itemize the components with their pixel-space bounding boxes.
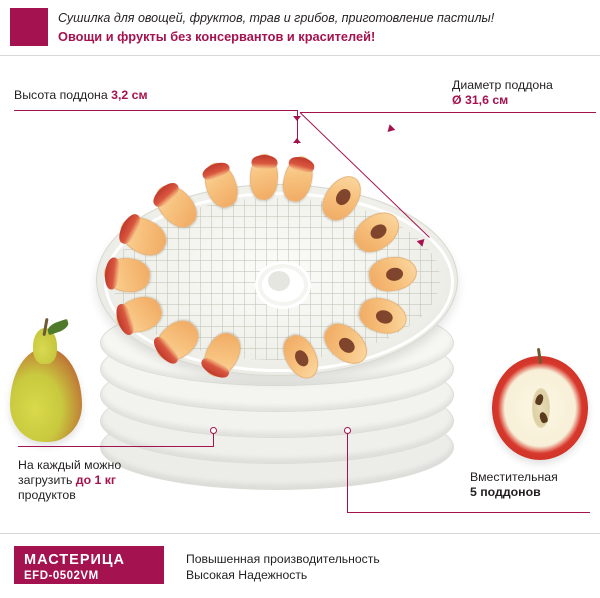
callout-load-line2: загрузить — [18, 473, 73, 487]
callout-load-line1: На каждый можно — [18, 458, 122, 472]
leader-line-tray-count — [347, 512, 590, 513]
header-tagline: Сушилка для овощей, фруктов, трав и грибов, приготовление пастилы! — [58, 11, 495, 25]
leader-dot — [210, 427, 217, 434]
callout-tray-height-value: 3,2 см — [111, 88, 148, 102]
leader-line-load — [18, 446, 214, 447]
footer-benefit-2: Высокая Надежность — [186, 568, 308, 582]
header — [0, 0, 600, 54]
callout-tray-count-line1: Вместительная — [470, 470, 558, 484]
leader-line-load-riser — [213, 432, 214, 447]
pear-leaf — [46, 319, 70, 335]
brand-swatch — [10, 8, 48, 46]
footer-benefits — [186, 551, 380, 583]
leader-line-diameter-h2 — [300, 112, 460, 113]
callout-tray-count-value: 5 поддонов — [470, 485, 541, 499]
callout-tray-diameter — [452, 78, 592, 108]
arrow-up-icon — [293, 138, 301, 143]
header-subline: Овощи и фрукты без консервантов и красителей! — [58, 29, 376, 44]
footer-benefit-1: Повышенная производительность — [186, 552, 380, 566]
leader-line-diameter — [452, 112, 596, 113]
leader-line-tray-height — [14, 110, 298, 111]
callout-tray-height-label: Высота поддона — [14, 88, 108, 102]
callout-tray-diameter-value: Ø 31,6 см — [452, 93, 509, 107]
brand-model: EFD-0502VM — [24, 570, 99, 582]
tray-center-hole — [268, 271, 290, 291]
brand-name: МАСТЕРИЦА — [24, 552, 125, 568]
leader-line-tray-count-riser — [347, 432, 348, 513]
leader-dot — [344, 427, 351, 434]
arrow-down-icon — [293, 116, 301, 121]
callout-load-capacity — [18, 458, 178, 503]
callout-load-value: до 1 кг — [75, 473, 117, 487]
callout-load-line3: продуктов — [18, 488, 76, 502]
footer-divider — [0, 533, 600, 534]
callout-tray-height — [14, 88, 214, 103]
product-image — [0, 56, 600, 526]
callout-tray-count — [470, 470, 590, 500]
callout-tray-diameter-label: Диаметр поддона — [452, 78, 553, 92]
